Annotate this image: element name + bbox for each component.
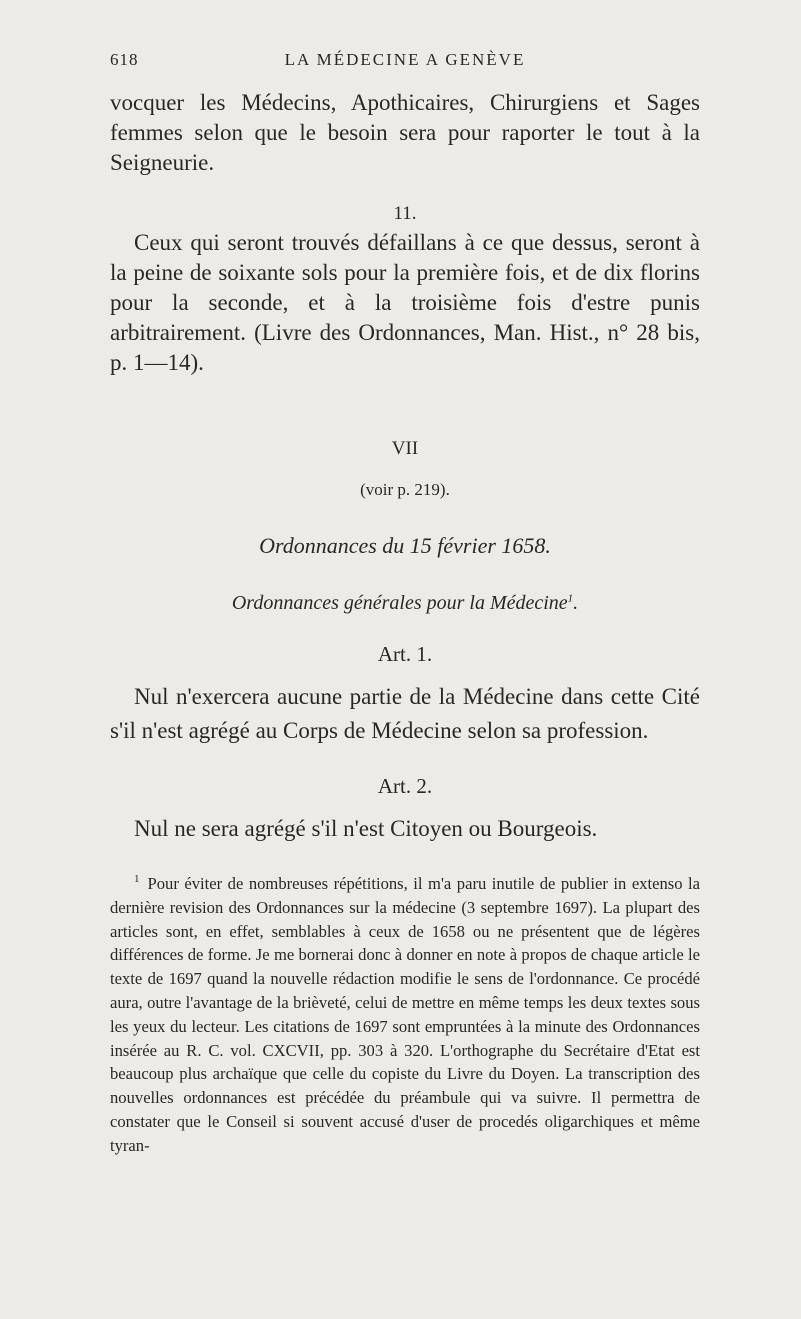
footnote-number: 1 bbox=[134, 873, 140, 886]
article-text: Nul n'exercera aucune partie de la Médecine dans cette Cité s'il n'est agrégé au Corps de Médecine selon sa profession. bbox=[110, 684, 700, 743]
page-reference: (voir p. 219). bbox=[360, 480, 450, 499]
footnote-marker: 1 bbox=[567, 592, 574, 605]
article-heading: Art. 2. bbox=[377, 774, 433, 798]
page-header bbox=[110, 50, 700, 76]
intro-paragraph: vocquer les Médecins, Apothicaires, Chirurgiens et Sages femmes selon que le besoin sera pour raporter le tout à la Seigneurie. bbox=[110, 90, 700, 175]
subtitle-period: . bbox=[573, 592, 579, 614]
ordinance-title: Ordonnances du 15 février 1658. bbox=[259, 533, 551, 558]
ordinance-subtitle bbox=[110, 590, 700, 616]
article-heading: Art. 1. bbox=[377, 642, 433, 666]
page-body bbox=[110, 88, 700, 1158]
section-paragraph: Ceux qui seront trouvés défaillans à ce que dessus, seront à la peine de soixante sols pour la première fois, et de dix florins pour la seconde, et à la troisième fois d'estre punis arbitrairement. (Livre des Ordonnances, Man. Hist., n° 28 bis, p. 1—14). bbox=[110, 230, 700, 375]
footnote bbox=[110, 872, 700, 1158]
section-numeral: VII bbox=[391, 438, 419, 459]
subtitle-text: Ordonnances générales pour la Médecine bbox=[231, 592, 568, 614]
page-number: 618 bbox=[110, 50, 139, 69]
section-number: 11. bbox=[393, 203, 417, 224]
footnote-text: Pour éviter de nombreuses répétitions, il m'a paru inutile de publier in extenso la dernière revision des Ordonnances sur la médecine (3 septembre 1697). La plupart des articles sont, en effet, semblables à ceux de 1658 ou ne présentent que de légères différences de forme. Je me bornerai donc à donner en note à propos de chaque article le texte de 1697 quand la nouvelle rédaction modifie le sens de l'ordonnance. Ce procédé aura, outre l'avantage de la brièveté, celui de mettre en même temps les deux textes sous les yeux du lecteur. Les citations de 1697 sont empruntées à la minute des Ordonnances insérée au R. C. vol. CXCVII, pp. 303 à 320. L'orthographe du Secrétaire d'Etat est beaucoup plus archaïque que celle du copiste du Livre du Doyen. La transcription des nouvelles ordonnances est précédée du préambule qui va suivre. Il permettra de constater que le Conseil si souvent accusé d'user de procedés oligarchiques et même tyran- bbox=[110, 874, 700, 1155]
article-text: Nul ne sera agrégé s'il n'est Citoyen ou Bourgeois. bbox=[134, 816, 598, 841]
running-title: LA MÉDECINE A GENÈVE bbox=[284, 50, 526, 69]
